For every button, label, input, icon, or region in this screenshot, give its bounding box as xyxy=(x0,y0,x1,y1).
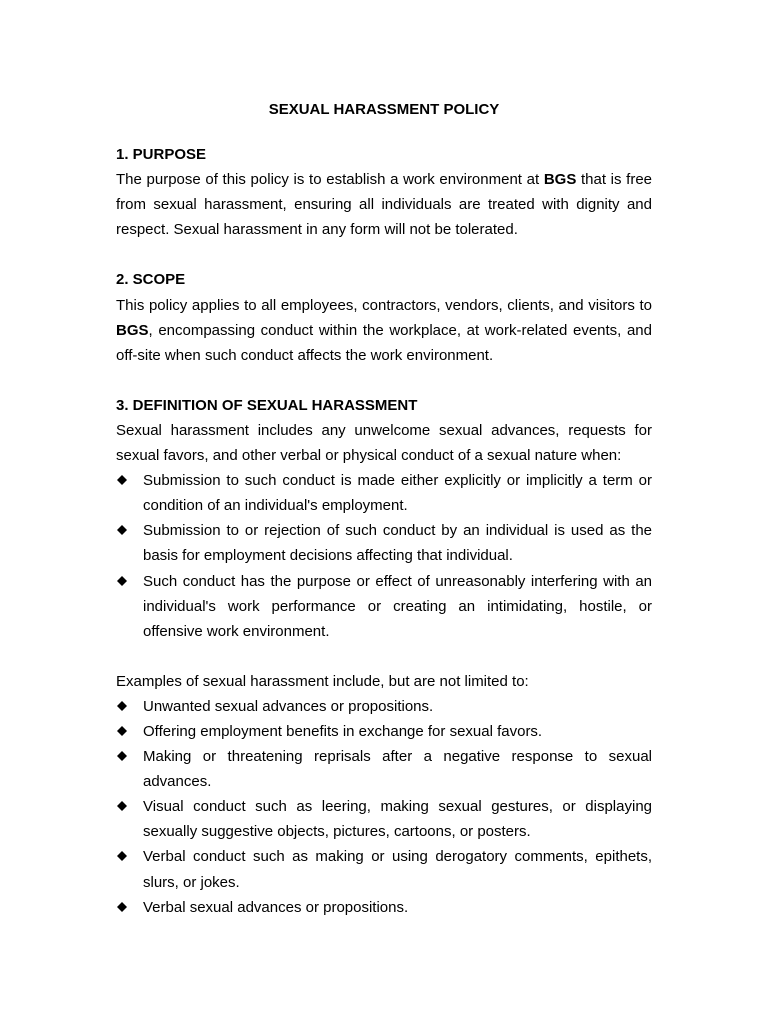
document-title: SEXUAL HARASSMENT POLICY xyxy=(268,101,500,118)
black-diamond-icon xyxy=(117,701,127,711)
scope-text-before: This policy applies to all employees, contractors, vendors, clients, and visitors to xyxy=(116,296,652,314)
definition-intro: Sexual harassment includes any unwelcome sexual advances, requests for sexual favors, and other verbal or physical conduct of a sexual nature when: xyxy=(116,421,652,465)
black-diamond-icon xyxy=(117,475,127,485)
list-item xyxy=(116,518,652,568)
section-heading-purpose: 1. PURPOSE xyxy=(116,146,207,164)
purpose-text-before: The purpose of this policy is to establish a work environment at xyxy=(116,171,544,189)
list-item xyxy=(116,719,652,744)
black-diamond-icon xyxy=(117,902,127,912)
black-diamond-icon xyxy=(117,726,127,736)
black-diamond-icon xyxy=(117,525,127,535)
list-item xyxy=(116,844,652,894)
list-item-text: Submission to such conduct is made either explicitly or implicitly a term or condition of an individual's employment. xyxy=(143,472,652,515)
organization-name: BGS xyxy=(116,321,149,339)
purpose-text-after: that is free from sexual harassment, ensuring all individuals are treated with dignity and respect. Sexual harassment in any form will not be tolerated. xyxy=(116,171,653,239)
list-item-text: Making or threatening reprisals after a negative response to sexual advances. xyxy=(143,748,652,791)
list-item-text: Verbal sexual advances or propositions. xyxy=(143,898,409,916)
purpose-paragraph xyxy=(116,167,652,242)
scope-paragraph xyxy=(116,293,652,368)
conditions-list xyxy=(116,468,652,644)
section-spacer xyxy=(116,644,652,669)
section-heading-scope: 2. SCOPE xyxy=(116,271,186,289)
list-item-text: Visual conduct such as leering, making sexual gestures, or displaying sexually suggestive objects, pictures, cartoons, or posters. xyxy=(143,798,652,841)
organization-name: BGS xyxy=(543,171,577,189)
list-item-text: Verbal conduct such as making or using derogatory comments, epithets, slurs, or jokes. xyxy=(143,848,652,891)
list-item xyxy=(116,569,652,644)
examples-intro: Examples of sexual harassment include, but are not limited to: xyxy=(116,672,529,690)
section-spacer xyxy=(116,242,652,267)
list-item xyxy=(116,895,652,920)
list-item-text: Offering employment benefits in exchange for sexual favors. xyxy=(143,722,543,740)
section-heading-definition: 3. DEFINITION OF SEXUAL HARASSMENT xyxy=(116,396,418,414)
black-diamond-icon xyxy=(117,851,127,861)
list-item xyxy=(116,694,652,719)
examples-list xyxy=(116,694,652,920)
list-item-text: Submission to or rejection of such conduct by an individual is used as the basis for employment decisions affecting that individual. xyxy=(143,522,652,565)
black-diamond-icon xyxy=(117,576,127,586)
list-item xyxy=(116,468,652,518)
list-item-text: Unwanted sexual advances or propositions. xyxy=(143,697,434,715)
black-diamond-icon xyxy=(117,751,127,761)
scope-text-after: , encompassing conduct within the workplace, at work-related events, and off-site when such conduct affects the work environment. xyxy=(116,321,652,364)
list-item-text: Such conduct has the purpose or effect of unreasonably interfering with an individual's work performance or creating an intimidating, hostile, or offensive work environment. xyxy=(143,572,652,640)
list-item xyxy=(116,744,652,794)
black-diamond-icon xyxy=(117,801,127,811)
section-spacer xyxy=(116,368,652,393)
list-item xyxy=(116,794,652,844)
